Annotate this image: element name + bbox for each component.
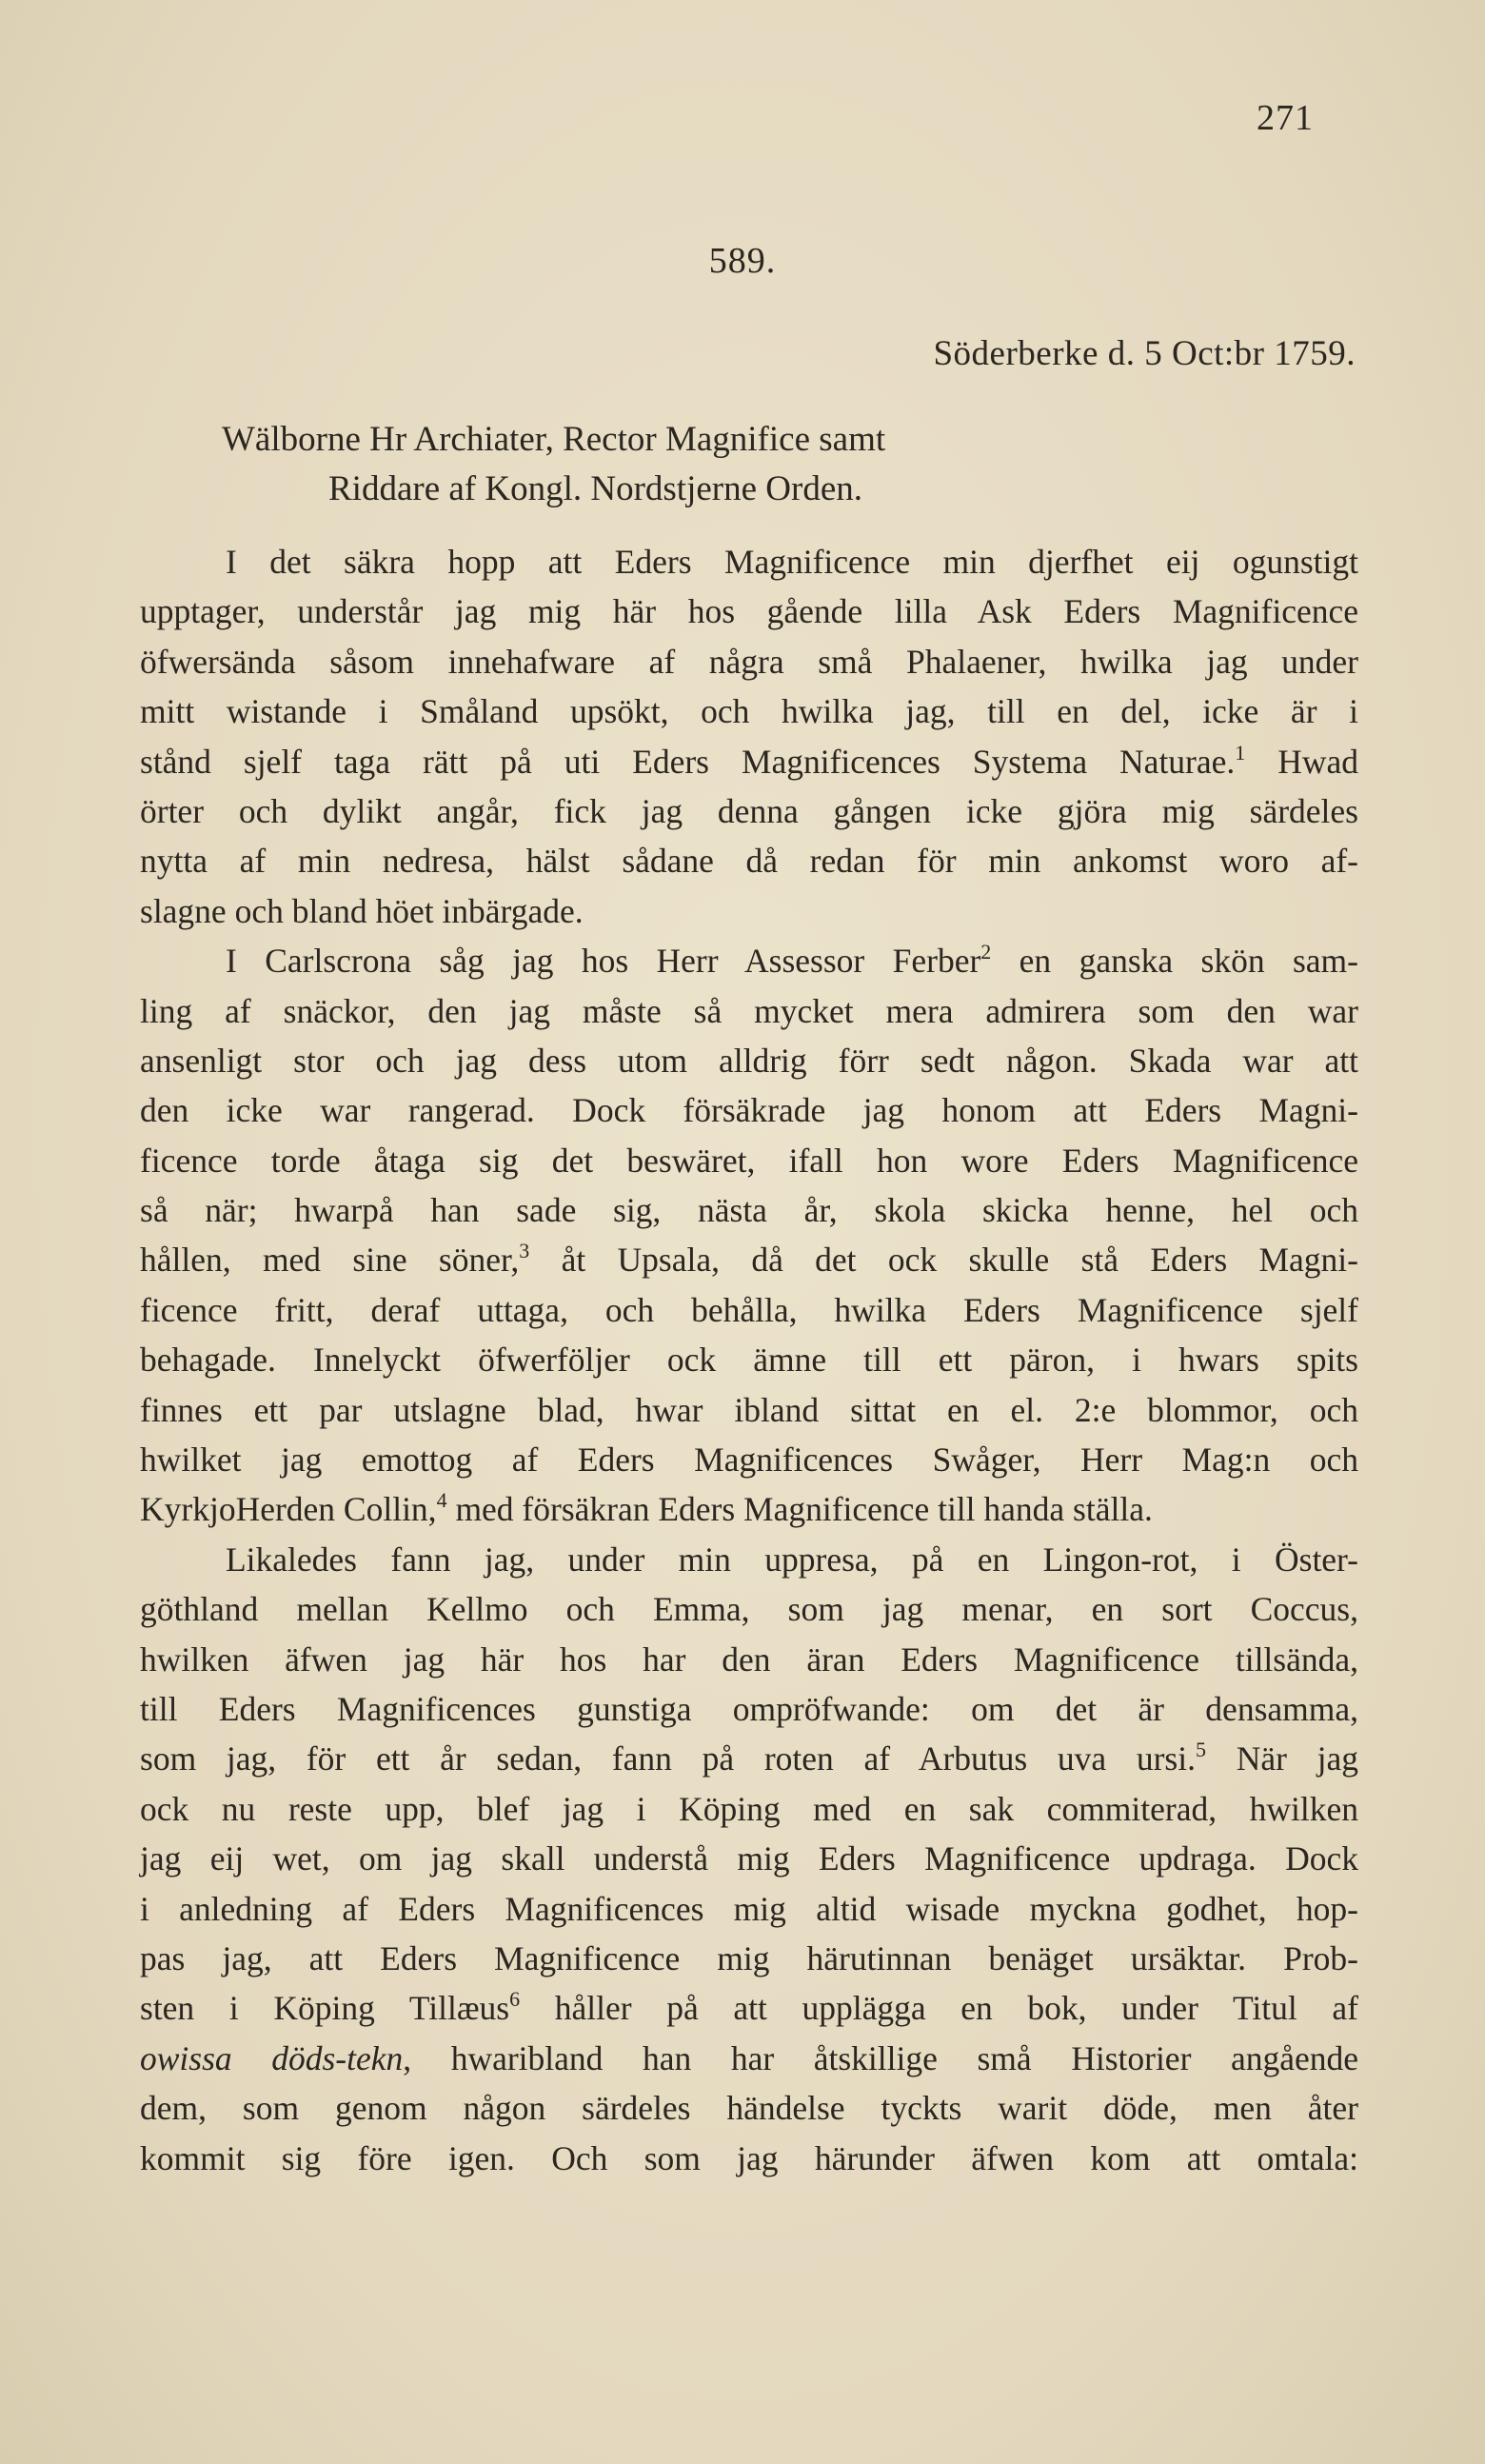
text-line-continuation: Hwad	[1245, 742, 1358, 781]
text-line	[140, 1684, 1358, 1734]
text-line-content: Likaledes fann jag, under min uppresa, på en Lingon-rot, i Öster-	[226, 1540, 1358, 1579]
letter-body	[140, 537, 1358, 2183]
text-line-content: kommit sig före igen. Och som jag härunder äfwen kom att omtala:	[140, 2138, 1358, 2177]
footnote-marker: 5	[1196, 1738, 1206, 1762]
text-line-content: så när; hwarpå han sade sig, nästa år, skola skicka henne, hel och	[140, 1191, 1358, 1230]
text-line-content: hållen, med sine söner,	[140, 1241, 520, 1280]
text-line-content: mitt wistande i Småland upsökt, och hwilka jag, till en del, icke är i	[140, 692, 1358, 731]
footnote-marker: 2	[980, 940, 992, 964]
text-line	[140, 886, 1358, 936]
text-line-content: stånd sjelf taga rätt på uti Eders Magnificences Systema Naturae.	[140, 742, 1236, 781]
text-line	[140, 1934, 1358, 1983]
text-line-content: behagade. Innelyckt öfwerföljer ock ämne till ett päron, i hwars spits	[140, 1341, 1358, 1380]
text-line-content: I det säkra hopp att Eders Magnificence min djerfhet eij ogunstigt	[226, 543, 1358, 581]
text-line	[140, 637, 1358, 686]
place-date: Söderberke d. 5 Oct:br 1759.	[933, 334, 1356, 373]
text-line-continuation: När jag	[1206, 1739, 1359, 1778]
text-line	[140, 1535, 1358, 1584]
text-line	[140, 1136, 1358, 1185]
text-line-content: hwilken äfwen jag här hos har den äran Eders Magnificence tillsända,	[140, 1639, 1358, 1679]
text-line-content: owissa döds-tekn	[140, 2038, 404, 2077]
text-line-content: pas jag, att Eders Magnificence mig härutinnan benäget ursäktar. Prob-	[140, 1938, 1358, 1977]
text-line	[140, 1983, 1358, 2033]
text-line-continuation: med försäkran Eders Magnificence till handa ställa.	[446, 1490, 1153, 1529]
text-line	[140, 2083, 1358, 2133]
text-line-content: ficence fritt, deraf uttaga, och behålla, hwilka Eders Magnificence sjelf	[140, 1290, 1358, 1329]
salutation	[222, 415, 885, 514]
text-line-content: jag eij wet, om jag skall understå mig Eders Magnificence updraga. Dock	[140, 1839, 1358, 1878]
page-number: 271	[1257, 98, 1314, 138]
text-line-content: ock nu reste upp, blef jag i Köping med en sak commiterad, hwilken	[140, 1789, 1358, 1828]
text-line-content: upptager, understår jag mig här hos gående lilla Ask Eders Magnificence	[140, 592, 1358, 631]
text-line-content: i anledning af Eders Magnificences mig altid wisade myckna godhet, hop-	[140, 1889, 1358, 1928]
text-line	[140, 1884, 1358, 1934]
text-line	[140, 2034, 1358, 2083]
text-line-content: öfwersända såsom innehafware af några små Phalaener, hwilka jag under	[140, 642, 1358, 681]
text-line-content: nytta af min nedresa, hälst sådane då redan för min ankomst woro af-	[140, 842, 1358, 881]
text-line	[140, 1734, 1358, 1783]
text-line-content: ling af snäckor, den jag måste så mycket mera admirera som den war	[140, 991, 1358, 1030]
text-line	[140, 986, 1358, 1036]
text-line-content: den icke war rangerad. Dock försäkrade jag honom att Eders Magni-	[140, 1091, 1358, 1130]
text-line-content: sten i Köping Tillæus	[140, 1989, 510, 2028]
text-line	[140, 686, 1358, 736]
footnote-marker: 4	[436, 1488, 447, 1513]
text-line-content: hwilket jag emottog af Eders Magnificences Swåger, Herr Mag:n och	[140, 1441, 1358, 1480]
text-line-content: finnes ett par utslagne blad, hwar ibland sittat en el. 2:e blommor, och	[140, 1390, 1358, 1429]
footnote-marker: 3	[519, 1239, 530, 1263]
text-line	[140, 1185, 1358, 1235]
text-line	[140, 1784, 1358, 1834]
text-line-continuation: en ganska skön sam-	[991, 942, 1358, 981]
text-line	[140, 836, 1358, 885]
text-line	[140, 1285, 1358, 1335]
text-line-content: göthland mellan Kellmo och Emma, som jag menar, en sort Coccus,	[140, 1590, 1358, 1629]
text-line	[140, 1484, 1358, 1534]
text-line	[140, 1834, 1358, 1883]
text-line-content: I Carlscrona såg jag hos Herr Assessor Ferber	[226, 942, 981, 981]
text-line-continuation: , hwaribland han har åtskillige små Historier angående	[403, 2038, 1358, 2077]
text-line	[140, 2134, 1358, 2183]
text-line	[140, 1584, 1358, 1634]
text-line-content: till Eders Magnificences gunstiga ompröfwande: om det är densamma,	[140, 1689, 1358, 1728]
text-line-content: slagne och bland höet inbärgade.	[140, 891, 584, 930]
text-line	[140, 1036, 1358, 1085]
text-line	[140, 786, 1358, 836]
text-line	[140, 1385, 1358, 1435]
text-line-continuation: håller på att upplägga en bok, under Titul af	[520, 1989, 1358, 2028]
text-line	[140, 1235, 1358, 1284]
salutation-line-1: Wälborne Hr Archiater, Rector Magnifice samt	[222, 420, 886, 459]
text-line	[140, 1085, 1358, 1135]
text-line-content: som jag, för ett år sedan, fann på roten af Arbutus uva ursi.	[140, 1739, 1196, 1778]
salutation-line-2: Riddare af Kongl. Nordstjerne Orden.	[328, 469, 862, 508]
text-line	[140, 737, 1358, 786]
text-line-content: dem, som genom någon särdeles händelse tyckts warit döde, men åter	[140, 2089, 1358, 2128]
text-line-content: ansenligt stor och jag dess utom alldrig förr sedt någon. Skada war att	[140, 1041, 1358, 1080]
text-line-content: örter och dylikt angår, fick jag denna gången icke gjöra mig särdeles	[140, 791, 1358, 830]
text-line	[140, 1335, 1358, 1384]
text-line	[140, 537, 1358, 586]
text-line-content: KyrkjoHerden Collin,	[140, 1490, 437, 1529]
text-line-continuation: åt Upsala, då det ock skulle stå Eders Magni-	[529, 1241, 1358, 1280]
letter-number: 589.	[708, 241, 777, 281]
text-line	[140, 1435, 1358, 1484]
text-line-content: ficence torde åtaga sig det beswäret, ifall hon wore Eders Magnificence	[140, 1141, 1358, 1180]
text-line	[140, 936, 1358, 985]
footnote-marker: 1	[1235, 740, 1246, 765]
text-line	[140, 586, 1358, 636]
footnote-marker: 6	[509, 1987, 521, 2012]
text-line	[140, 1635, 1358, 1684]
